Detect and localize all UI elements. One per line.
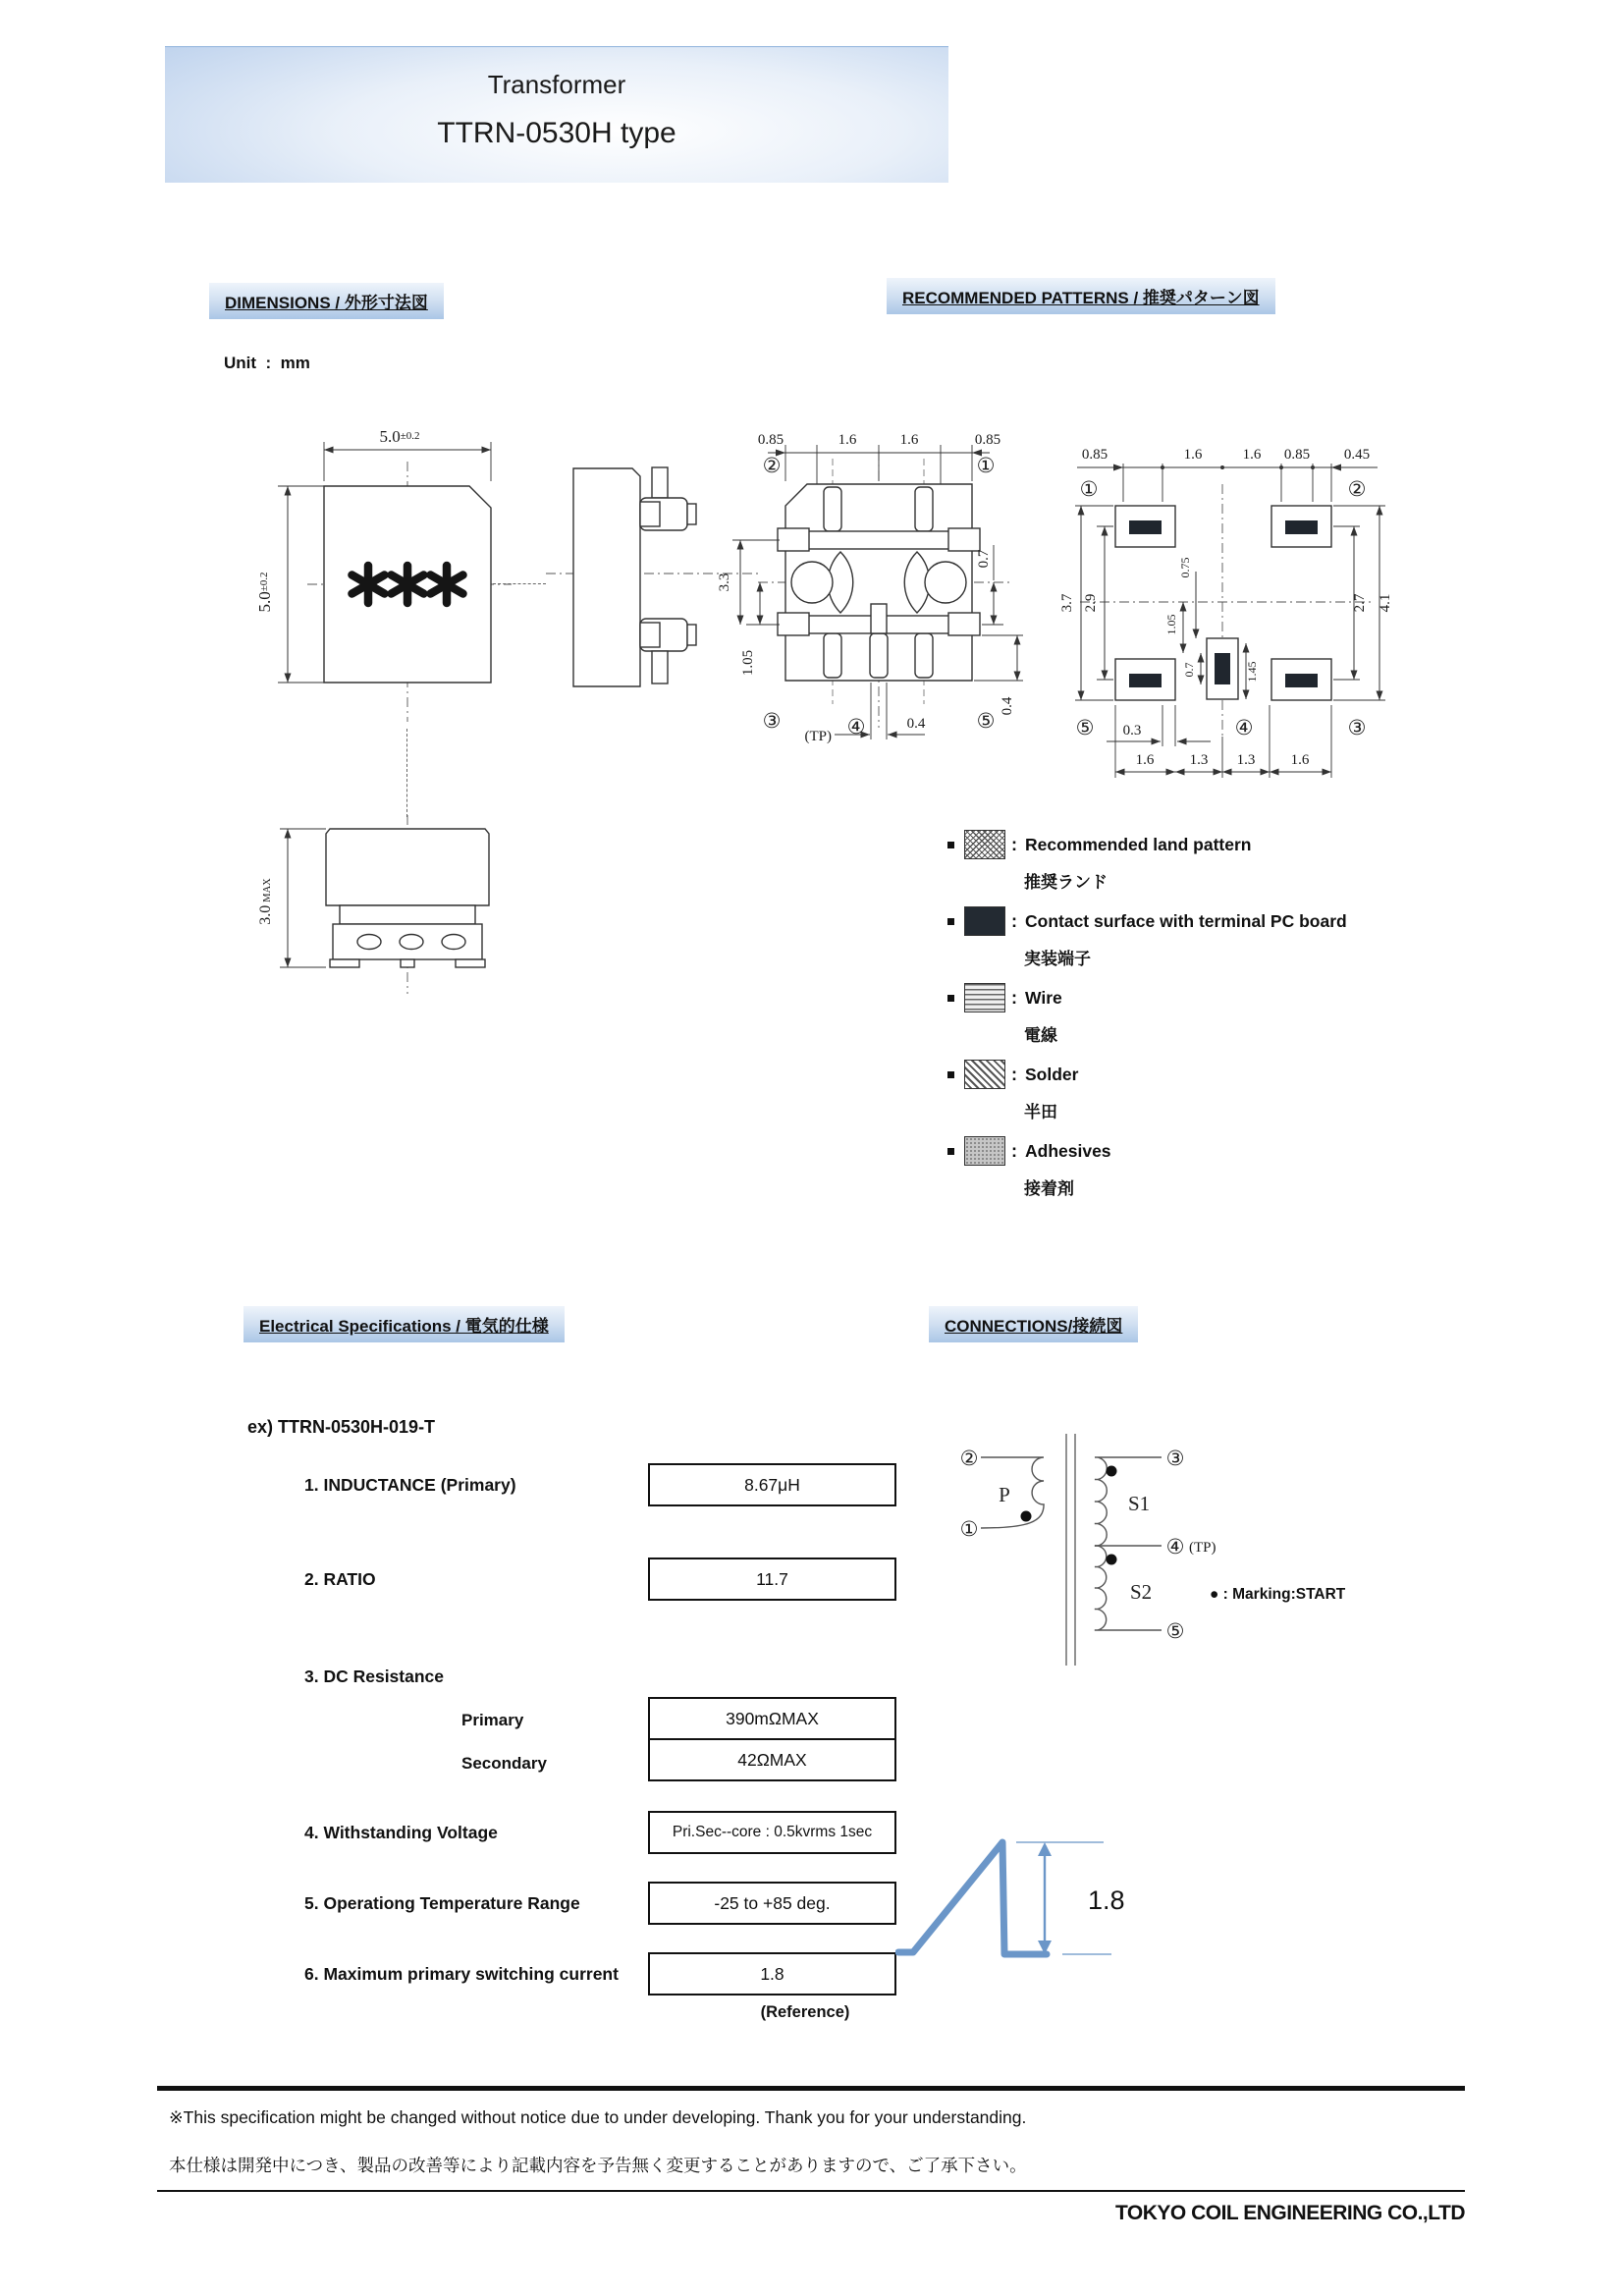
dim: 1.6: [1183, 447, 1203, 463]
dim: 1.6: [899, 432, 919, 448]
dim: 1.6: [1290, 752, 1310, 768]
spec-value-primary-dcr: 390mΩMAX: [648, 1697, 896, 1740]
dim-height: $5.0^{\pm 0.2}$: [255, 572, 274, 613]
legend-label: Solder: [1025, 1064, 1079, 1084]
primary-winding: [981, 1457, 1044, 1528]
dim: 1.45: [1245, 661, 1259, 683]
pin-number: ④: [1165, 1535, 1185, 1558]
footer-note-ja: 本仕様は開発中につき、製品の改善等により記載内容を予告無く変更することがありますので、ご了承下さい。: [169, 2156, 1027, 2175]
pin-number: ⑤: [1165, 1619, 1185, 1643]
legend-colon: [1011, 1065, 1017, 1085]
connections-diagram: [918, 1402, 1424, 1702]
legend-label-ja: 半田: [1024, 1103, 1057, 1121]
dim: 0.85: [1081, 447, 1108, 463]
contact-surface-swatch-icon: [964, 906, 1005, 936]
centerline-connector: [493, 583, 546, 584]
unit-note: Unit : mm: [224, 354, 310, 372]
dim: 0.7: [1182, 662, 1196, 678]
legend-label-ja: 推奨ランド: [1024, 873, 1108, 892]
peak-value: 1.8: [1088, 1886, 1125, 1915]
current-waveform: [895, 1815, 1234, 2006]
page-title: Transformer: [487, 70, 626, 99]
legend-label: Adhesives: [1025, 1140, 1111, 1161]
legend-label-ja: 接着剤: [1024, 1179, 1074, 1198]
legend-label: Contact surface with terminal PC board: [1025, 910, 1347, 931]
solder-swatch-icon: [964, 1060, 1005, 1089]
dim: 3.7: [1059, 593, 1075, 613]
dim: 0.85: [1283, 447, 1311, 463]
dim-height: 3.0MAX: [257, 878, 274, 925]
section-patterns-label: RECOMMENDED PATTERNS / 推奨パターン図: [887, 278, 1275, 314]
side-view-body: [573, 468, 640, 686]
reference-note: (Reference): [760, 2003, 850, 2021]
s1-label: S1: [1128, 1492, 1151, 1515]
pin-number: ②: [762, 454, 782, 477]
spec-value-max-current: 1.8: [648, 1952, 896, 1995]
dim: 0.85: [757, 432, 784, 448]
dim: 0.85: [974, 432, 1001, 448]
bullet-icon: [947, 1071, 954, 1078]
legend-item: [947, 830, 1347, 893]
legend-colon: [1011, 911, 1017, 932]
bullet-icon: [947, 1148, 954, 1155]
legend-item: [947, 1136, 1347, 1199]
dim: 0.4: [906, 716, 926, 732]
spec-value-ratio: 11.7: [648, 1558, 896, 1601]
spec-label-dc-resistance: 3. DC Resistance: [304, 1667, 445, 1686]
bullet-icon: [947, 918, 954, 925]
dim: 4.1: [1378, 593, 1393, 613]
dim: 2.9: [1083, 593, 1099, 613]
example-part-number: ex) TTRN-0530H-019-T: [247, 1417, 436, 1437]
marking-asterisks: [352, 566, 463, 603]
bullet-icon: [947, 995, 954, 1002]
spec-label-withstanding-voltage: 4. Withstanding Voltage: [304, 1823, 498, 1842]
pin-number: ③: [1165, 1447, 1185, 1470]
pin-number: ②: [959, 1447, 979, 1470]
spec-label-operating-temp: 5. Operationg Temperature Range: [304, 1893, 580, 1913]
s2-label: S2: [1130, 1580, 1153, 1604]
dim: 0.75: [1178, 557, 1192, 578]
spec-label-inductance: 1. INDUCTANCE (Primary): [304, 1475, 516, 1495]
dim: 0.7: [976, 549, 992, 569]
spec-value-withstanding-voltage: Pri.Sec--core : 0.5kvrms 1sec: [648, 1811, 896, 1854]
secondary-windings: [1095, 1457, 1162, 1630]
pin-number: ④: [1234, 716, 1254, 739]
center-terminal: [871, 604, 887, 633]
company-name: TOKYO COIL ENGINEERING CO.,LTD: [1114, 2202, 1465, 2224]
spec-sublabel-primary: Primary: [461, 1711, 524, 1729]
section-electrical-label: Electrical Specifications / 電気的仕様: [243, 1306, 565, 1342]
s1-start-dot: [1107, 1466, 1117, 1477]
bullet-icon: [947, 842, 954, 848]
wire-band: [340, 905, 475, 924]
legend-label: Recommended land pattern: [1025, 834, 1252, 854]
pattern-drawing: [1036, 391, 1414, 813]
primary-start-dot: [1021, 1511, 1032, 1522]
dim: 1.6: [1135, 752, 1155, 768]
dim: 1.3: [1236, 752, 1256, 768]
dim: 1.05: [1164, 614, 1178, 635]
legend-item: [947, 983, 1347, 1046]
part-type-title: TTRN-0530H type: [437, 117, 676, 149]
footer-note-en: ※This specification might be changed without notice due to under developing. Thank you for your understanding.: [169, 2107, 1027, 2127]
primary-label: P: [999, 1483, 1010, 1506]
waveform-line: [898, 1842, 1047, 1954]
dim: 0.4: [1000, 696, 1015, 716]
tp-label: (TP): [1189, 1540, 1216, 1556]
dim: 0.3: [1122, 723, 1142, 738]
section-dimensions-label: DIMENSIONS / 外形寸法図: [209, 283, 444, 319]
spec-value-inductance: 8.67μH: [648, 1463, 896, 1506]
s2-start-dot: [1107, 1555, 1117, 1565]
dim: 0.45: [1343, 447, 1371, 463]
legend-colon: [1011, 835, 1017, 855]
spec-label-max-current: 6. Maximum primary switching current: [304, 1964, 619, 1984]
terminal-ovals: [357, 935, 465, 950]
pin-number: ①: [1079, 477, 1099, 501]
pin-number: ②: [1347, 477, 1367, 501]
legend-label-ja: 電線: [1024, 1026, 1057, 1045]
front-view-drawing: [221, 811, 515, 998]
pattern-legend: [947, 830, 1347, 1213]
marking-start-note: ● : Marking:START: [1210, 1586, 1346, 1603]
section-connections-label: CONNECTIONS/接続図: [929, 1306, 1138, 1342]
dim: 1.3: [1189, 752, 1209, 768]
legend-item: [947, 1060, 1347, 1122]
tp-label: (TP): [804, 729, 832, 744]
front-view-body: [326, 829, 489, 905]
wire-swatch-icon: [964, 983, 1005, 1012]
feet: [330, 959, 485, 967]
pin-number: ⑤: [976, 709, 996, 733]
adhesives-swatch-icon: [964, 1136, 1005, 1166]
dim: 1.05: [740, 649, 756, 677]
pin-number: ①: [976, 454, 996, 477]
land-pattern-swatch-icon: [964, 830, 1005, 859]
footer-rule-bottom: [157, 2190, 1465, 2192]
pin-number: ③: [762, 709, 782, 733]
dim: 2.7: [1352, 593, 1368, 613]
land-pads: [1115, 506, 1331, 700]
pin-number: ③: [1347, 716, 1367, 739]
centerline-connector: [406, 729, 407, 817]
spec-value-operating-temp: -25 to +85 deg.: [648, 1882, 896, 1925]
title-banner: [165, 46, 948, 183]
spec-sublabel-secondary: Secondary: [461, 1754, 547, 1773]
legend-colon: [1011, 1141, 1017, 1162]
core-lines: [1066, 1434, 1075, 1666]
bottom-view-drawing: [677, 396, 1051, 774]
legend-colon: [1011, 988, 1017, 1009]
legend-label-ja: 実装端子: [1024, 950, 1091, 968]
pin-number: ④: [846, 715, 866, 738]
dim-width: $5.0^{\pm 0.2}$: [379, 427, 420, 446]
spec-label-ratio: 2. RATIO: [304, 1569, 376, 1589]
dim: 3.3: [717, 573, 732, 592]
dim: 1.6: [838, 432, 857, 448]
legend-label: Wire: [1025, 987, 1062, 1008]
spec-value-secondary-dcr: 42ΩMAX: [648, 1738, 896, 1781]
legend-item: [947, 906, 1347, 969]
footer-rule-top: [157, 2086, 1465, 2091]
dim: 1.6: [1242, 447, 1262, 463]
pin-number: ①: [959, 1517, 979, 1541]
pin-number: ⑤: [1075, 716, 1095, 739]
top-view-drawing: [221, 403, 515, 732]
